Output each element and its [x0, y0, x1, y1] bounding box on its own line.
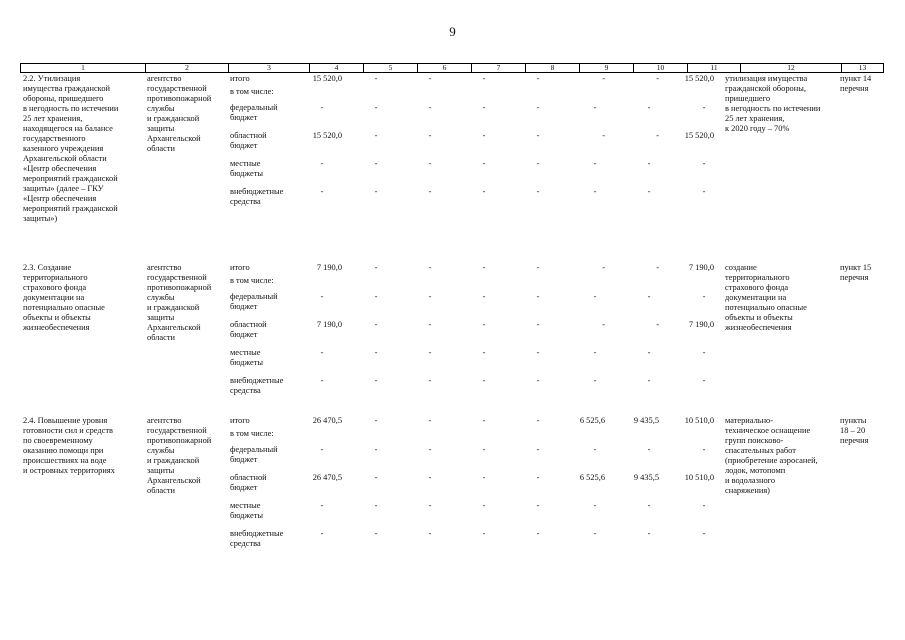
value-dash: -: [374, 376, 378, 385]
value-dash: -: [428, 74, 432, 83]
value-dash: -: [482, 320, 486, 329]
value-dash: -: [702, 159, 706, 168]
value-dash: -: [536, 348, 540, 357]
value-c10: 9 435,5: [633, 416, 659, 425]
expected-result: создание территориального страхового фонда документации на потенциально опасные объекты и объекты жизнеобеспечения: [725, 263, 807, 332]
value-dash: -: [482, 348, 486, 357]
executor: агентство государственной противопожарной службы и гражданской защиты Архангельской области: [147, 416, 212, 495]
value-dash: -: [702, 376, 706, 385]
value-dash: -: [536, 103, 540, 112]
page-number: 9: [449, 24, 456, 39]
budget-label: в том числе:: [230, 276, 274, 285]
value-dash: -: [536, 159, 540, 168]
value-dash: -: [428, 263, 432, 272]
value-dash: -: [647, 292, 651, 301]
col-header-2: 2: [146, 64, 229, 72]
value-dash: -: [374, 501, 378, 510]
value-dash: -: [482, 131, 486, 140]
value-dash: -: [593, 103, 597, 112]
value-dash: -: [374, 529, 378, 538]
value-dash: -: [647, 529, 651, 538]
col-header-10: 10: [634, 64, 688, 72]
budget-label: итого: [230, 263, 250, 272]
value-dash: -: [647, 376, 651, 385]
value-dash: -: [536, 320, 540, 329]
value-dash: -: [374, 292, 378, 301]
value-dash: -: [647, 187, 651, 196]
value-regional: 7 190,0: [316, 320, 342, 329]
value-dash: -: [593, 529, 597, 538]
value-dash: -: [593, 501, 597, 510]
value-c11: 15 520,0: [684, 74, 714, 83]
value-c11: 15 520,0: [684, 131, 714, 140]
value-c11: 10 510,0: [684, 473, 714, 482]
value-total: 15 520,0: [312, 74, 342, 83]
value-dash: -: [536, 473, 540, 482]
budget-label: областной бюджет: [230, 320, 267, 339]
value-dash: -: [320, 159, 324, 168]
value-dash: -: [647, 159, 651, 168]
value-dash: -: [374, 445, 378, 454]
value-dash: -: [702, 501, 706, 510]
value-dash: -: [536, 187, 540, 196]
value-dash: -: [428, 529, 432, 538]
value-dash: -: [482, 529, 486, 538]
budget-label: внебюджетные средства: [230, 529, 284, 548]
col-header-13: 13: [842, 64, 884, 72]
value-dash: -: [320, 292, 324, 301]
value-c10: -: [656, 320, 659, 329]
value-dash: -: [647, 348, 651, 357]
value-dash: -: [536, 292, 540, 301]
value-dash: -: [593, 292, 597, 301]
value-dash: -: [374, 187, 378, 196]
value-dash: -: [428, 416, 432, 425]
col-header-5: 5: [364, 64, 418, 72]
value-dash: -: [482, 103, 486, 112]
value-dash: -: [320, 103, 324, 112]
value-dash: -: [320, 187, 324, 196]
value-dash: -: [374, 348, 378, 357]
col-header-8: 8: [526, 64, 580, 72]
budget-label: в том числе:: [230, 87, 274, 96]
executor: агентство государственной противопожарной службы и гражданской защиты Архангельской области: [147, 74, 212, 153]
value-dash: -: [536, 74, 540, 83]
col-header-1: 1: [21, 64, 146, 72]
value-c9: 6 525,6: [579, 416, 605, 425]
budget-label: местные бюджеты: [230, 159, 264, 178]
budget-label: федеральный бюджет: [230, 292, 278, 311]
value-c10: -: [656, 74, 659, 83]
col-header-4: 4: [310, 64, 364, 72]
value-dash: -: [536, 501, 540, 510]
budget-label: областной бюджет: [230, 131, 267, 150]
budget-label: федеральный бюджет: [230, 445, 278, 464]
budget-label: итого: [230, 416, 250, 425]
value-dash: -: [482, 187, 486, 196]
budget-label: федеральный бюджет: [230, 103, 278, 122]
col-header-7: 7: [472, 64, 526, 72]
budget-label: в том числе:: [230, 429, 274, 438]
budget-label: областной бюджет: [230, 473, 267, 492]
value-dash: -: [593, 376, 597, 385]
list-reference: пункт 15 перечня: [840, 263, 872, 282]
value-dash: -: [428, 159, 432, 168]
value-dash: -: [702, 445, 706, 454]
value-dash: -: [374, 74, 378, 83]
value-dash: -: [482, 292, 486, 301]
column-number-header: [20, 63, 884, 73]
value-dash: -: [374, 103, 378, 112]
expected-result: утилизация имущества гражданской обороны, пришедшего в негодность по истечении 25 лет хранения, к 2020 году – 70%: [725, 74, 821, 133]
value-dash: -: [702, 187, 706, 196]
value-dash: -: [428, 348, 432, 357]
col-header-11: 11: [688, 64, 741, 72]
value-c9: -: [602, 74, 605, 83]
measure-name: 2.3. Создание территориального страхового фонда документации на потенциально опасные объекты и объекты жизнеобеспечения: [23, 263, 105, 332]
value-dash: -: [374, 131, 378, 140]
list-reference: пункт 14 перечня: [840, 74, 872, 93]
value-dash: -: [428, 292, 432, 301]
value-dash: -: [428, 473, 432, 482]
value-dash: -: [374, 416, 378, 425]
value-dash: -: [647, 103, 651, 112]
value-dash: -: [428, 187, 432, 196]
value-dash: -: [593, 187, 597, 196]
value-dash: -: [428, 376, 432, 385]
value-dash: -: [374, 159, 378, 168]
value-dash: -: [482, 445, 486, 454]
value-dash: -: [320, 376, 324, 385]
value-dash: -: [320, 501, 324, 510]
value-c11: 7 190,0: [688, 320, 714, 329]
value-total: 26 470,5: [312, 416, 342, 425]
col-header-3: 3: [229, 64, 310, 72]
budget-label: местные бюджеты: [230, 501, 264, 520]
value-dash: -: [482, 501, 486, 510]
value-regional: 15 520,0: [312, 131, 342, 140]
value-dash: -: [647, 445, 651, 454]
value-c11: 7 190,0: [688, 263, 714, 272]
value-dash: -: [536, 376, 540, 385]
value-dash: -: [536, 445, 540, 454]
value-c9: -: [602, 320, 605, 329]
value-dash: -: [428, 445, 432, 454]
budget-label: внебюджетные средства: [230, 187, 284, 206]
value-c9: -: [602, 263, 605, 272]
value-dash: -: [536, 529, 540, 538]
value-c10: 9 435,5: [633, 473, 659, 482]
value-dash: -: [320, 445, 324, 454]
value-dash: -: [702, 103, 706, 112]
col-header-6: 6: [418, 64, 472, 72]
value-dash: -: [428, 501, 432, 510]
value-dash: -: [320, 348, 324, 357]
value-dash: -: [374, 473, 378, 482]
value-dash: -: [482, 263, 486, 272]
value-dash: -: [374, 320, 378, 329]
value-dash: -: [428, 320, 432, 329]
value-dash: -: [428, 103, 432, 112]
value-regional: 26 470,5: [312, 473, 342, 482]
value-c10: -: [656, 263, 659, 272]
budget-label: итого: [230, 74, 250, 83]
value-c10: -: [656, 131, 659, 140]
value-dash: -: [482, 159, 486, 168]
executor: агентство государственной противопожарной службы и гражданской защиты Архангельской области: [147, 263, 212, 342]
value-dash: -: [593, 445, 597, 454]
value-dash: -: [482, 376, 486, 385]
value-dash: -: [702, 529, 706, 538]
value-c9: 6 525,6: [579, 473, 605, 482]
value-dash: -: [593, 348, 597, 357]
value-dash: -: [536, 263, 540, 272]
value-dash: -: [482, 473, 486, 482]
measure-name: 2.2. Утилизация имущества гражданской обороны, пришедшего в негодность по истечении 25 лет хранения, находящегося на балансе государственного казенного учреждения Архангельской области «Центр обеспечения мероприятий гражданской защиты» (далее – ГКУ «Центр обеспечения мероприятий гражданской защиты»): [23, 74, 119, 223]
value-dash: -: [593, 159, 597, 168]
value-c11: 10 510,0: [684, 416, 714, 425]
value-dash: -: [702, 348, 706, 357]
value-c9: -: [602, 131, 605, 140]
value-dash: -: [536, 416, 540, 425]
value-dash: -: [536, 131, 540, 140]
budget-label: местные бюджеты: [230, 348, 264, 367]
value-total: 7 190,0: [316, 263, 342, 272]
measure-name: 2.4. Повышение уровня готовности сил и средств по своевременному оказанию помощи при происшествиях на воде и островных территориях: [23, 416, 115, 475]
expected-result: материально- техническое оснащение групп поисково- спасательных работ (приобретение аэросаней, лодок, мотопомп и водолазного снаряжения): [725, 416, 818, 495]
value-dash: -: [374, 263, 378, 272]
value-dash: -: [482, 416, 486, 425]
value-dash: -: [647, 501, 651, 510]
value-dash: -: [428, 131, 432, 140]
budget-label: внебюджетные средства: [230, 376, 284, 395]
col-header-12: 12: [741, 64, 842, 72]
value-dash: -: [482, 74, 486, 83]
col-header-9: 9: [580, 64, 634, 72]
value-dash: -: [702, 292, 706, 301]
list-reference: пункты 18 – 20 перечня: [840, 416, 869, 445]
value-dash: -: [320, 529, 324, 538]
